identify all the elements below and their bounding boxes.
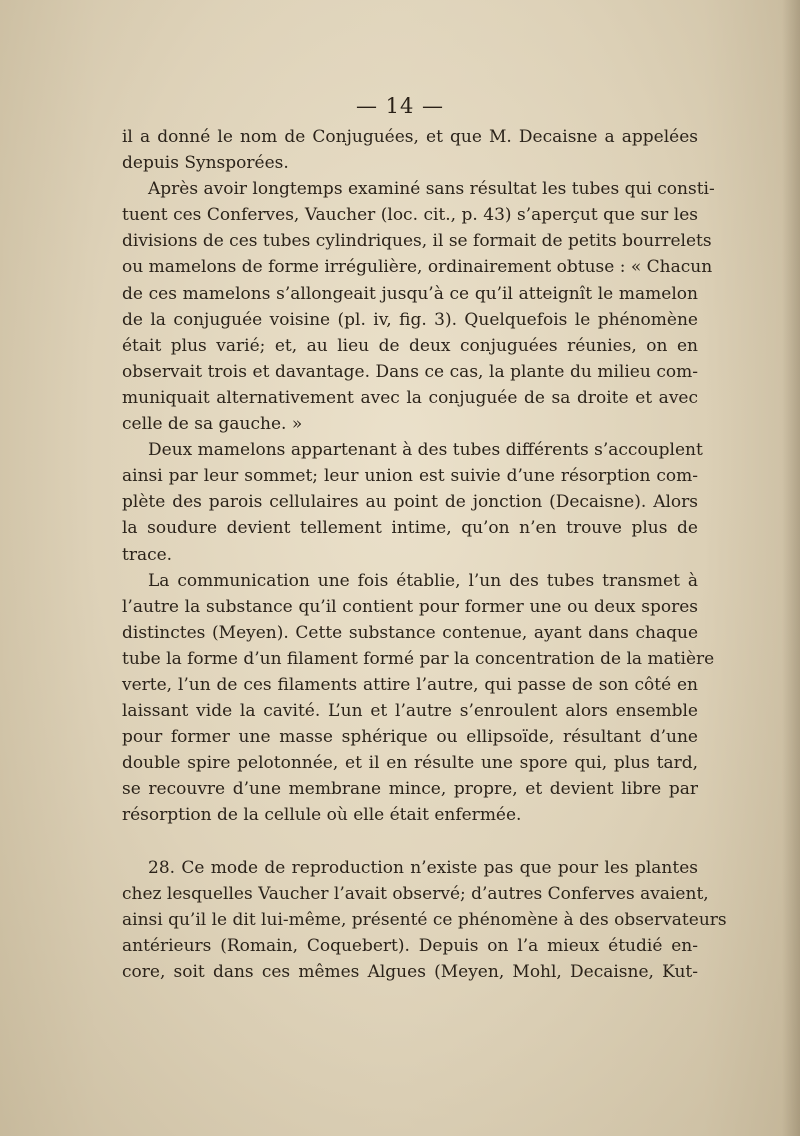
text-line: La communication une fois établie, l’un des tubes transmet à: [148, 570, 698, 591]
text-line: ainsi par leur sommet; leur union est suivie d’une résorption com-: [122, 466, 698, 487]
text-line: de la conjuguée voisine (pl. iv, fig. 3). Quelquefois le phénomène: [122, 309, 698, 330]
text-line: distinctes (Meyen). Cette substance contenue, ayant dans chaque: [122, 622, 698, 643]
text-line: était plus varié; et, au lieu de deux conjuguées réunies, on en: [122, 335, 698, 356]
text-line: il a donné le nom de Conjuguées, et que M. Decaisne a appelées: [122, 127, 698, 147]
text-line: Après avoir longtemps examiné sans résultat les tubes qui consti-: [148, 179, 715, 200]
text-line: trace.: [122, 544, 173, 565]
text-line: ainsi qu’il le dit lui-même, présenté ce phénomène à des observateurs: [122, 909, 727, 930]
body-text: [122, 124, 727, 985]
text-line: résorption de la cellule où elle était enfermée.: [122, 805, 522, 826]
text-line: divisions de ces tubes cylindriques, il se formait de petits bourrelets: [122, 231, 712, 252]
text-line: de ces mamelons s’allongeait jusqu’à ce qu’il atteignît le mamelon: [122, 283, 698, 304]
text-line: tube la forme d’un filament formé par la concentration de la matière: [122, 648, 715, 669]
text-line: core, soit dans ces mêmes Algues (Meyen, Mohl, Decaisne, Kut-: [122, 961, 698, 982]
page-number: — 14 —: [355, 94, 445, 118]
text-line: 28. Ce mode de reproduction n’existe pas que pour les plantes: [148, 857, 698, 878]
paragraph-gap: [122, 829, 698, 855]
text-line: se recouvre d’une membrane mince, propre, et devient libre par: [122, 779, 698, 800]
text-line: la soudure devient tellement intime, qu’on n’en trouve plus de: [122, 518, 698, 539]
text-line: laissant vide la cavité. L’un et l’autre s’enroulent alors ensemble: [122, 701, 698, 722]
text-line: pour former une masse sphérique ou ellipsoïde, résultant d’une: [122, 727, 698, 748]
text-line: ou mamelons de forme irrégulière, ordinairement obtuse : « Chacun: [122, 257, 713, 278]
text-line: chez lesquelles Vaucher l’avait observé; d’autres Conferves avaient,: [122, 883, 709, 904]
text-line: tuent ces Conferves, Vaucher (loc. cit., p. 43) s’aperçut que sur les: [122, 205, 698, 226]
text-line: antérieurs (Romain, Coquebert). Depuis on l’a mieux étudié en-: [122, 935, 698, 956]
text-line: muniquait alternativement avec la conjuguée de sa droite et avec: [122, 387, 698, 408]
text-line: depuis Synsporées.: [122, 153, 289, 174]
text-line: plète des parois cellulaires au point de jonction (Decaisne). Alors: [122, 492, 698, 513]
text-line: double spire pelotonnée, et il en résulte une spore qui, plus tard,: [122, 753, 698, 774]
text-line: Deux mamelons appartenant à des tubes différents s’accouplent: [148, 440, 703, 461]
text-line: celle de sa gauche. »: [122, 414, 303, 435]
text-line: verte, l’un de ces filaments attire l’autre, qui passe de son côté en: [122, 674, 698, 695]
text-line: observait trois et davantage. Dans ce cas, la plante du milieu com-: [122, 361, 698, 382]
text-line: l’autre la substance qu’il contient pour former une ou deux spores: [122, 596, 698, 617]
